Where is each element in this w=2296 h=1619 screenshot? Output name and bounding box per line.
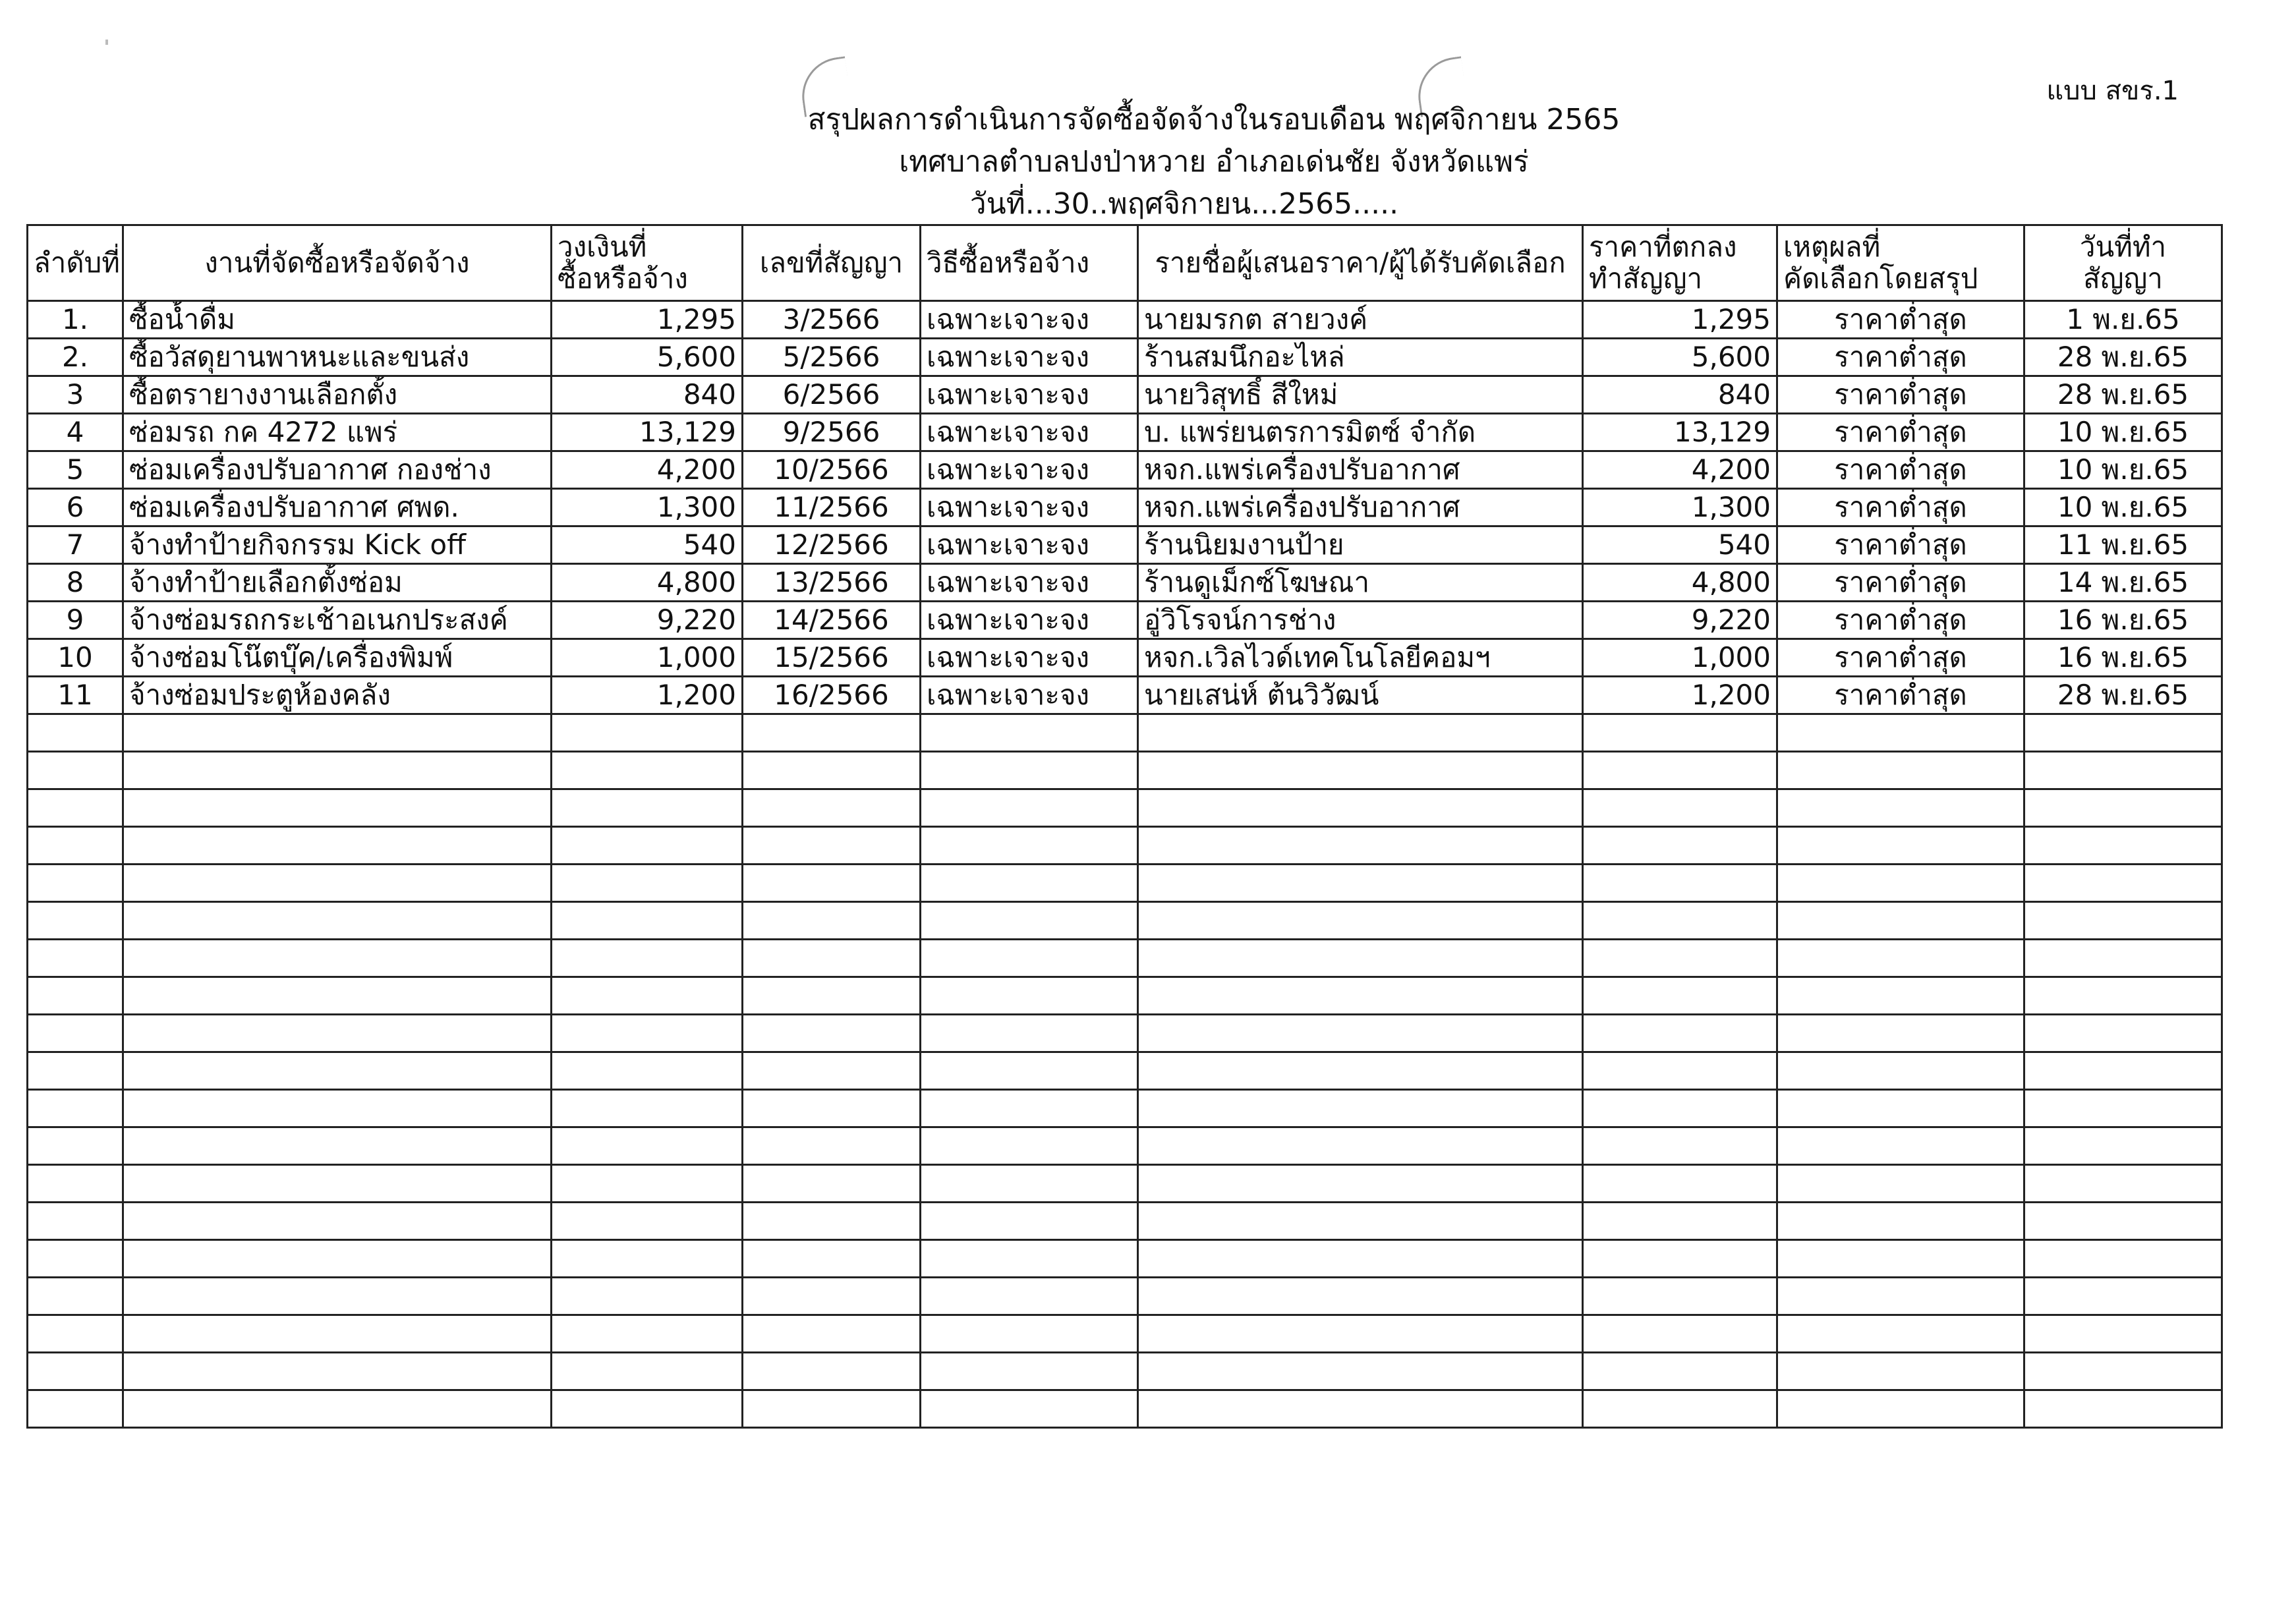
header-contract-no: เลขที่สัญญา bbox=[743, 225, 921, 301]
cell-vendor: อู่วิโรจน์การช่าง bbox=[1138, 602, 1583, 639]
header-organization: เทศบาลตำบลปงป่าหวาย อำเภอเด่นชัย จังหวัดแพร่ bbox=[899, 145, 1529, 179]
table-row bbox=[28, 564, 2222, 602]
cell-method: เฉพาะเจาะจง bbox=[921, 526, 1138, 564]
cell-no: 1. bbox=[28, 301, 123, 339]
empty-row bbox=[28, 1015, 2222, 1052]
cell-method: เฉพาะเจาะจง bbox=[921, 677, 1138, 714]
cell-budget: 13,129 bbox=[552, 414, 743, 451]
table-row bbox=[28, 339, 2222, 376]
empty-row bbox=[28, 1090, 2222, 1127]
header-title: สรุปผลการดำเนินการจัดซื้อจัดจ้างในรอบเดือน พฤศจิกายน 2565 bbox=[807, 103, 1621, 136]
empty-row bbox=[28, 1052, 2222, 1090]
table-row bbox=[28, 639, 2222, 677]
cell-contract-no: 9/2566 bbox=[743, 414, 921, 451]
cell-price: 1,200 bbox=[1583, 677, 1777, 714]
cell-method: เฉพาะเจาะจง bbox=[921, 489, 1138, 526]
cell-method: เฉพาะเจาะจง bbox=[921, 602, 1138, 639]
cell-price: 5,600 bbox=[1583, 339, 1777, 376]
cell-reason: ราคาต่ำสุด bbox=[1777, 639, 2024, 677]
cell-method: เฉพาะเจาะจง bbox=[921, 376, 1138, 414]
header-date: วันที่...30..พฤศจิกายน...2565..... bbox=[969, 187, 1399, 221]
cell-vendor: หจก.แพร่เครื่องปรับอากาศ bbox=[1138, 489, 1583, 526]
cell-date: 28 พ.ย.65 bbox=[2024, 376, 2222, 414]
empty-row bbox=[28, 1353, 2222, 1390]
cell-vendor: ร้านสมนึกอะไหล่ bbox=[1138, 339, 1583, 376]
cell-price: 4,800 bbox=[1583, 564, 1777, 602]
empty-row bbox=[28, 902, 2222, 940]
cell-contract-no: 5/2566 bbox=[743, 339, 921, 376]
empty-row bbox=[28, 1390, 2222, 1428]
cell-reason: ราคาต่ำสุด bbox=[1777, 526, 2024, 564]
empty-rows bbox=[28, 714, 2222, 1428]
cell-item: ซื้อวัสดุยานพาหนะและขนส่ง bbox=[123, 339, 552, 376]
cell-item: ซ่อมเครื่องปรับอากาศ ศพด. bbox=[123, 489, 552, 526]
cell-no: 6 bbox=[28, 489, 123, 526]
table-header-row bbox=[28, 225, 2222, 301]
cell-date: 10 พ.ย.65 bbox=[2024, 414, 2222, 451]
cell-reason: ราคาต่ำสุด bbox=[1777, 451, 2024, 489]
cell-price: 9,220 bbox=[1583, 602, 1777, 639]
cell-item: จ้างทำป้ายเลือกตั้งซ่อม bbox=[123, 564, 552, 602]
table-row bbox=[28, 376, 2222, 414]
cell-price: 1,300 bbox=[1583, 489, 1777, 526]
cell-method: เฉพาะเจาะจง bbox=[921, 639, 1138, 677]
cell-price: 1,295 bbox=[1583, 301, 1777, 339]
header-reason bbox=[1777, 225, 2024, 301]
cell-date: 1 พ.ย.65 bbox=[2024, 301, 2222, 339]
cell-budget: 1,295 bbox=[552, 301, 743, 339]
cell-reason: ราคาต่ำสุด bbox=[1777, 376, 2024, 414]
cell-price: 1,000 bbox=[1583, 639, 1777, 677]
table-body bbox=[28, 301, 2222, 714]
empty-row bbox=[28, 752, 2222, 789]
empty-row bbox=[28, 977, 2222, 1015]
cell-budget: 9,220 bbox=[552, 602, 743, 639]
cell-method: เฉพาะเจาะจง bbox=[921, 339, 1138, 376]
cell-budget: 1,000 bbox=[552, 639, 743, 677]
cell-budget: 1,200 bbox=[552, 677, 743, 714]
cell-budget: 1,300 bbox=[552, 489, 743, 526]
cell-reason: ราคาต่ำสุด bbox=[1777, 414, 2024, 451]
header-budget-line1: วงเงินที่ bbox=[558, 231, 647, 263]
cell-contract-no: 13/2566 bbox=[743, 564, 921, 602]
cell-contract-no: 15/2566 bbox=[743, 639, 921, 677]
cell-contract-no: 14/2566 bbox=[743, 602, 921, 639]
cell-no: 10 bbox=[28, 639, 123, 677]
cell-method: เฉพาะเจาะจง bbox=[921, 564, 1138, 602]
cell-budget: 4,200 bbox=[552, 451, 743, 489]
cell-date: 28 พ.ย.65 bbox=[2024, 339, 2222, 376]
cell-budget: 840 bbox=[552, 376, 743, 414]
header-budget-line2: ซื้อหรือจ้าง bbox=[558, 262, 688, 295]
empty-row bbox=[28, 714, 2222, 752]
cell-date: 10 พ.ย.65 bbox=[2024, 489, 2222, 526]
cell-vendor: นายเสน่ห์ ต้นวิวัฒน์ bbox=[1138, 677, 1583, 714]
cell-no: 7 bbox=[28, 526, 123, 564]
header-price-line2: ทำสัญญา bbox=[1589, 262, 1703, 295]
header-item: งานที่จัดซื้อหรือจัดจ้าง bbox=[123, 225, 552, 301]
cell-date: 16 พ.ย.65 bbox=[2024, 602, 2222, 639]
header-method: วิธีซื้อหรือจ้าง bbox=[921, 225, 1138, 301]
cell-date: 28 พ.ย.65 bbox=[2024, 677, 2222, 714]
cell-date: 11 พ.ย.65 bbox=[2024, 526, 2222, 564]
cell-item: ซื้อตรายางงานเลือกตั้ง bbox=[123, 376, 552, 414]
cell-item: ซ่อมเครื่องปรับอากาศ กองช่าง bbox=[123, 451, 552, 489]
cell-no: 3 bbox=[28, 376, 123, 414]
cell-budget: 5,600 bbox=[552, 339, 743, 376]
header-reason-line1: เหตุผลที่ bbox=[1783, 231, 1881, 263]
cell-reason: ราคาต่ำสุด bbox=[1777, 489, 2024, 526]
table-row bbox=[28, 414, 2222, 451]
header-date-line2: สัญญา bbox=[2083, 262, 2163, 295]
cell-contract-no: 16/2566 bbox=[743, 677, 921, 714]
cell-reason: ราคาต่ำสุด bbox=[1777, 677, 2024, 714]
cell-vendor: หจก.แพร่เครื่องปรับอากาศ bbox=[1138, 451, 1583, 489]
empty-row bbox=[28, 1315, 2222, 1353]
header-date-signed bbox=[2024, 225, 2222, 301]
cell-item: จ้างซ่อมประตูห้องคลัง bbox=[123, 677, 552, 714]
cell-vendor: หจก.เวิลไวด์เทคโนโลยีคอมฯ bbox=[1138, 639, 1583, 677]
empty-row bbox=[28, 1203, 2222, 1240]
cell-contract-no: 12/2566 bbox=[743, 526, 921, 564]
cell-no: 11 bbox=[28, 677, 123, 714]
cell-vendor: ร้านนิยมงานป้าย bbox=[1138, 526, 1583, 564]
empty-row bbox=[28, 1278, 2222, 1315]
header-no: ลำดับที่ bbox=[28, 225, 123, 301]
cell-reason: ราคาต่ำสุด bbox=[1777, 339, 2024, 376]
cell-item: ซื้อน้ำดื่ม bbox=[123, 301, 552, 339]
cell-no: 4 bbox=[28, 414, 123, 451]
empty-row bbox=[28, 1240, 2222, 1278]
cell-contract-no: 10/2566 bbox=[743, 451, 921, 489]
cell-reason: ราคาต่ำสุด bbox=[1777, 301, 2024, 339]
header-date-line1: วันที่ทำ bbox=[2079, 231, 2167, 263]
header-vendor: รายชื่อผู้เสนอราคา/ผู้ได้รับคัดเลือก bbox=[1138, 225, 1583, 301]
cell-item: จ้างซ่อมรถกระเช้าอเนกประสงค์ bbox=[123, 602, 552, 639]
header-reason-line2: คัดเลือกโดยสรุป bbox=[1783, 262, 1978, 295]
table-row bbox=[28, 301, 2222, 339]
cell-vendor: บ. แพร่ยนตรการมิตซ์ จำกัด bbox=[1138, 414, 1583, 451]
cell-no: 5 bbox=[28, 451, 123, 489]
cell-date: 16 พ.ย.65 bbox=[2024, 639, 2222, 677]
cell-date: 10 พ.ย.65 bbox=[2024, 451, 2222, 489]
header-budget bbox=[552, 225, 743, 301]
document-header bbox=[0, 99, 2296, 225]
table-row bbox=[28, 489, 2222, 526]
cell-method: เฉพาะเจาะจง bbox=[921, 414, 1138, 451]
cell-vendor: ร้านดูเม็กซ์โฆษณา bbox=[1138, 564, 1583, 602]
cell-reason: ราคาต่ำสุด bbox=[1777, 602, 2024, 639]
cell-budget: 4,800 bbox=[552, 564, 743, 602]
cell-item: จ้างทำป้ายกิจกรรม Kick off bbox=[123, 526, 552, 564]
cell-item: จ้างซ่อมโน๊ตบุ๊ค/เครื่องพิมพ์ bbox=[123, 639, 552, 677]
form-code: แบบ สขร.1 bbox=[2046, 76, 2179, 106]
cell-vendor: นายมรกต สายวงค์ bbox=[1138, 301, 1583, 339]
empty-row bbox=[28, 865, 2222, 902]
cell-reason: ราคาต่ำสุด bbox=[1777, 564, 2024, 602]
cell-method: เฉพาะเจาะจง bbox=[921, 301, 1138, 339]
cell-price: 840 bbox=[1583, 376, 1777, 414]
table-row bbox=[28, 526, 2222, 564]
table-row bbox=[28, 451, 2222, 489]
cell-date: 14 พ.ย.65 bbox=[2024, 564, 2222, 602]
cell-no: 9 bbox=[28, 602, 123, 639]
empty-row bbox=[28, 1127, 2222, 1165]
empty-row bbox=[28, 789, 2222, 827]
cell-price: 540 bbox=[1583, 526, 1777, 564]
empty-row bbox=[28, 827, 2222, 865]
cell-no: 8 bbox=[28, 564, 123, 602]
table-row bbox=[28, 602, 2222, 639]
cell-item: ซ่อมรถ กค 4272 แพร่ bbox=[123, 414, 552, 451]
cell-price: 13,129 bbox=[1583, 414, 1777, 451]
cell-no: 2. bbox=[28, 339, 123, 376]
cell-method: เฉพาะเจาะจง bbox=[921, 451, 1138, 489]
empty-row bbox=[28, 940, 2222, 977]
cell-contract-no: 3/2566 bbox=[743, 301, 921, 339]
cell-vendor: นายวิสุทธิ์ สีใหม่ bbox=[1138, 376, 1583, 414]
cell-contract-no: 6/2566 bbox=[743, 376, 921, 414]
cell-price: 4,200 bbox=[1583, 451, 1777, 489]
empty-row bbox=[28, 1165, 2222, 1203]
scan-speck bbox=[105, 40, 108, 45]
cell-contract-no: 11/2566 bbox=[743, 489, 921, 526]
cell-budget: 540 bbox=[552, 526, 743, 564]
header-price bbox=[1583, 225, 1777, 301]
procurement-table bbox=[26, 224, 2223, 1429]
table-row bbox=[28, 677, 2222, 714]
header-price-line1: ราคาที่ตกลง bbox=[1589, 231, 1737, 263]
